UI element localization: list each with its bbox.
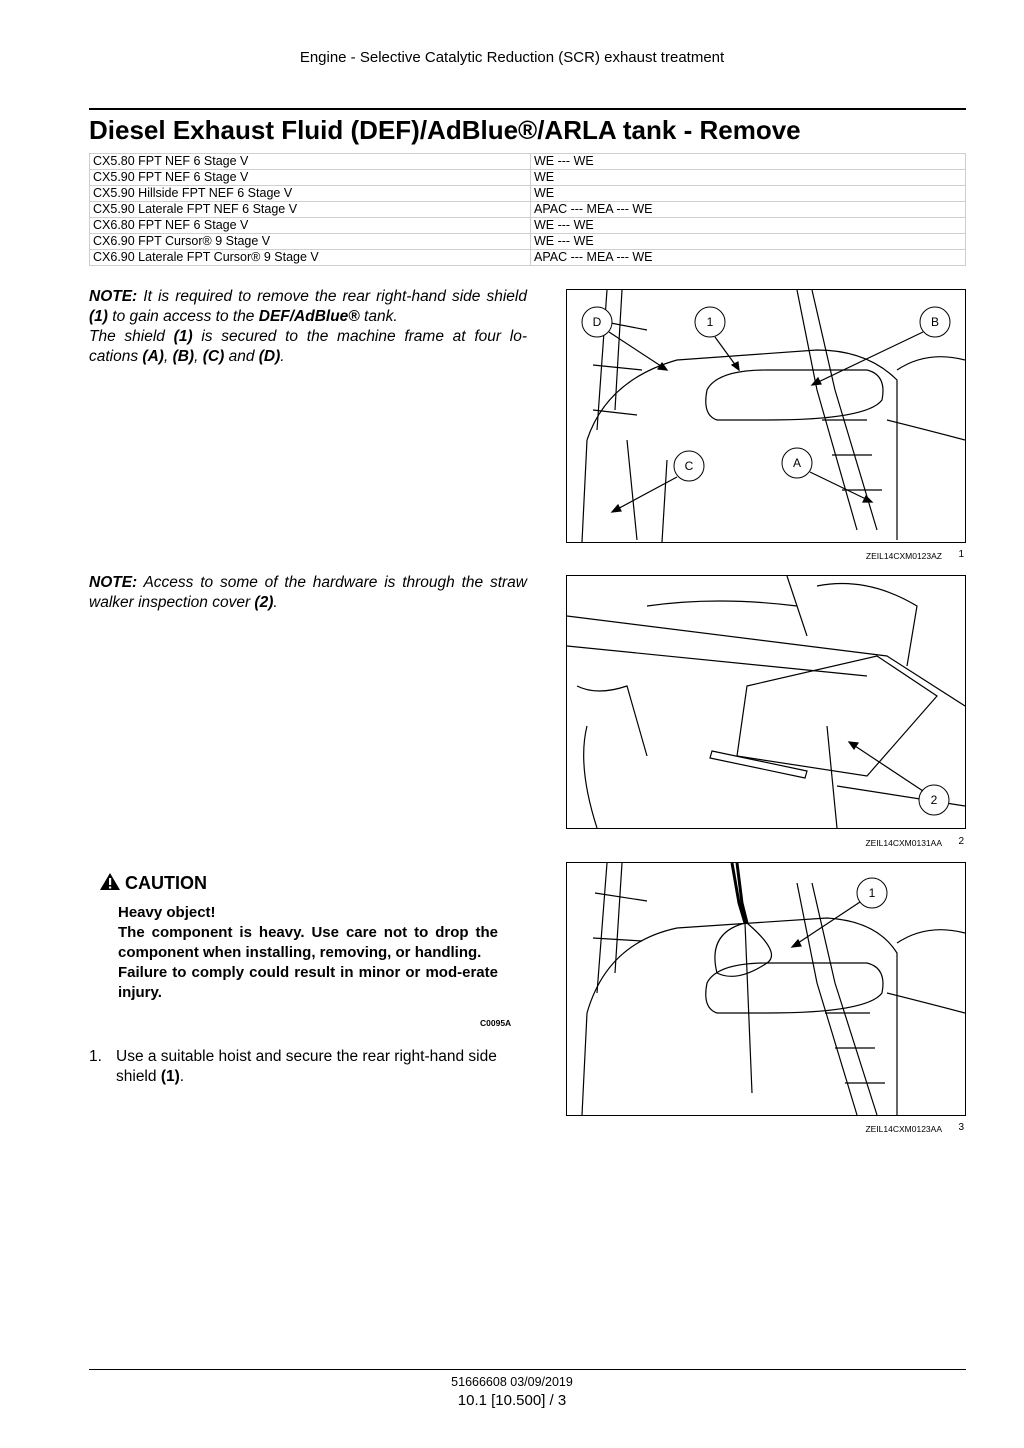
hoist-sling	[715, 923, 772, 1093]
figure-1-shield-locations	[566, 289, 966, 543]
ladder-rails-left	[593, 863, 647, 993]
table-row	[90, 154, 966, 170]
footer-page-ref: 10.1 [10.500] / 3	[457, 1392, 567, 1409]
model-cell: CX6.80 FPT NEF 6 Stage V	[90, 218, 531, 234]
figure-3-hoist	[566, 862, 966, 1116]
frame-right	[887, 930, 965, 1013]
figure-number: 2	[958, 836, 964, 847]
table-row	[90, 250, 966, 266]
ladder-right	[797, 883, 885, 1115]
note-label: NOTE:	[89, 288, 138, 305]
note-label: NOTE:	[89, 574, 138, 591]
footer-rule	[89, 1369, 966, 1370]
table-row	[90, 170, 966, 186]
callout-d-label: D	[592, 315, 602, 329]
model-cell: CX6.90 FPT Cursor® 9 Stage V	[90, 234, 531, 250]
table-row	[90, 186, 966, 202]
step-number: 1.	[89, 1048, 102, 1065]
region-cell: APAC --- MEA --- WE	[531, 202, 966, 218]
callout-2-label: 2	[930, 793, 938, 807]
model-cell: CX5.80 FPT NEF 6 Stage V	[90, 154, 531, 170]
region-cell: WE	[531, 170, 966, 186]
footer-doc-date: 51666608 03/09/2019	[451, 1375, 573, 1389]
table-row	[90, 234, 966, 250]
caution-heading: CAUTION	[99, 872, 207, 896]
region-cell: WE --- WE	[531, 154, 966, 170]
table-row	[90, 202, 966, 218]
ladder-right	[797, 290, 882, 530]
model-cell: CX5.90 FPT NEF 6 Stage V	[90, 170, 531, 186]
callout-b-label: B	[930, 315, 940, 329]
region-cell: APAC --- MEA --- WE	[531, 250, 966, 266]
applicability-table	[89, 153, 966, 266]
note-inspection-cover: NOTE: Access to some of the hardware is through the straw walker inspection cover (2).	[89, 574, 527, 611]
shield-panel-outline	[582, 918, 897, 1115]
region-cell: WE --- WE	[531, 234, 966, 250]
inspection-cover	[737, 656, 937, 776]
callout-1-label: 1	[706, 315, 714, 329]
model-cell: CX5.90 Hillside FPT NEF 6 Stage V	[90, 186, 531, 202]
caution-text: Heavy object! The component is heavy. Use care not to drop the component when installing, removing, or handling. Failure to comply could result in minor or mod-erate injury.	[118, 904, 498, 1001]
model-cell: CX5.90 Laterale FPT NEF 6 Stage V	[90, 202, 531, 218]
table-row	[90, 218, 966, 234]
upper-structure	[647, 576, 917, 666]
warning-triangle-icon	[99, 872, 121, 896]
figure-number: 1	[958, 549, 964, 560]
callout-a-label: A	[792, 456, 802, 470]
figure-number: 3	[958, 1122, 964, 1133]
callout-c-label: C	[684, 459, 694, 473]
model-cell: CX6.90 Laterale FPT Cursor® 9 Stage V	[90, 250, 531, 266]
callout-1-label: 1	[868, 886, 876, 900]
region-cell: WE --- WE	[531, 218, 966, 234]
step-text: Use a suitable hoist and secure the rear right-hand side shield (1).	[116, 1048, 497, 1085]
note-shield-access: NOTE: It is required to remove the rear right-hand side shield (1) to gain access to the DEF/AdBlue® tank. The shield (1) is secured to the machine frame at four lo-cations (A), (B), (C) and (D).	[89, 288, 527, 365]
figure-code: ZEIL14CXM0131AA	[865, 838, 942, 848]
lower-structure	[827, 726, 965, 828]
figure-code: ZEIL14CXM0123AZ	[865, 551, 942, 561]
header-rule	[89, 108, 966, 110]
frame-lines	[627, 440, 667, 542]
shield-panel-outline	[582, 350, 897, 542]
rail-left	[577, 686, 647, 828]
caution-code: C0095A	[480, 1018, 512, 1028]
page-title: Diesel Exhaust Fluid (DEF)/AdBlue®/ARLA tank - Remove	[89, 115, 801, 145]
figure-code: ZEIL14CXM0123AA	[865, 1124, 942, 1134]
frame-right	[887, 357, 965, 440]
panel-handle	[706, 963, 883, 1013]
panel-handle	[706, 370, 883, 420]
hoist-chain	[732, 863, 747, 923]
region-cell: WE	[531, 186, 966, 202]
frame-top	[567, 616, 965, 706]
running-header: Engine - Selective Catalytic Reduction (SCR) exhaust treatment	[299, 49, 725, 66]
figure-2-inspection-cover	[566, 575, 966, 829]
